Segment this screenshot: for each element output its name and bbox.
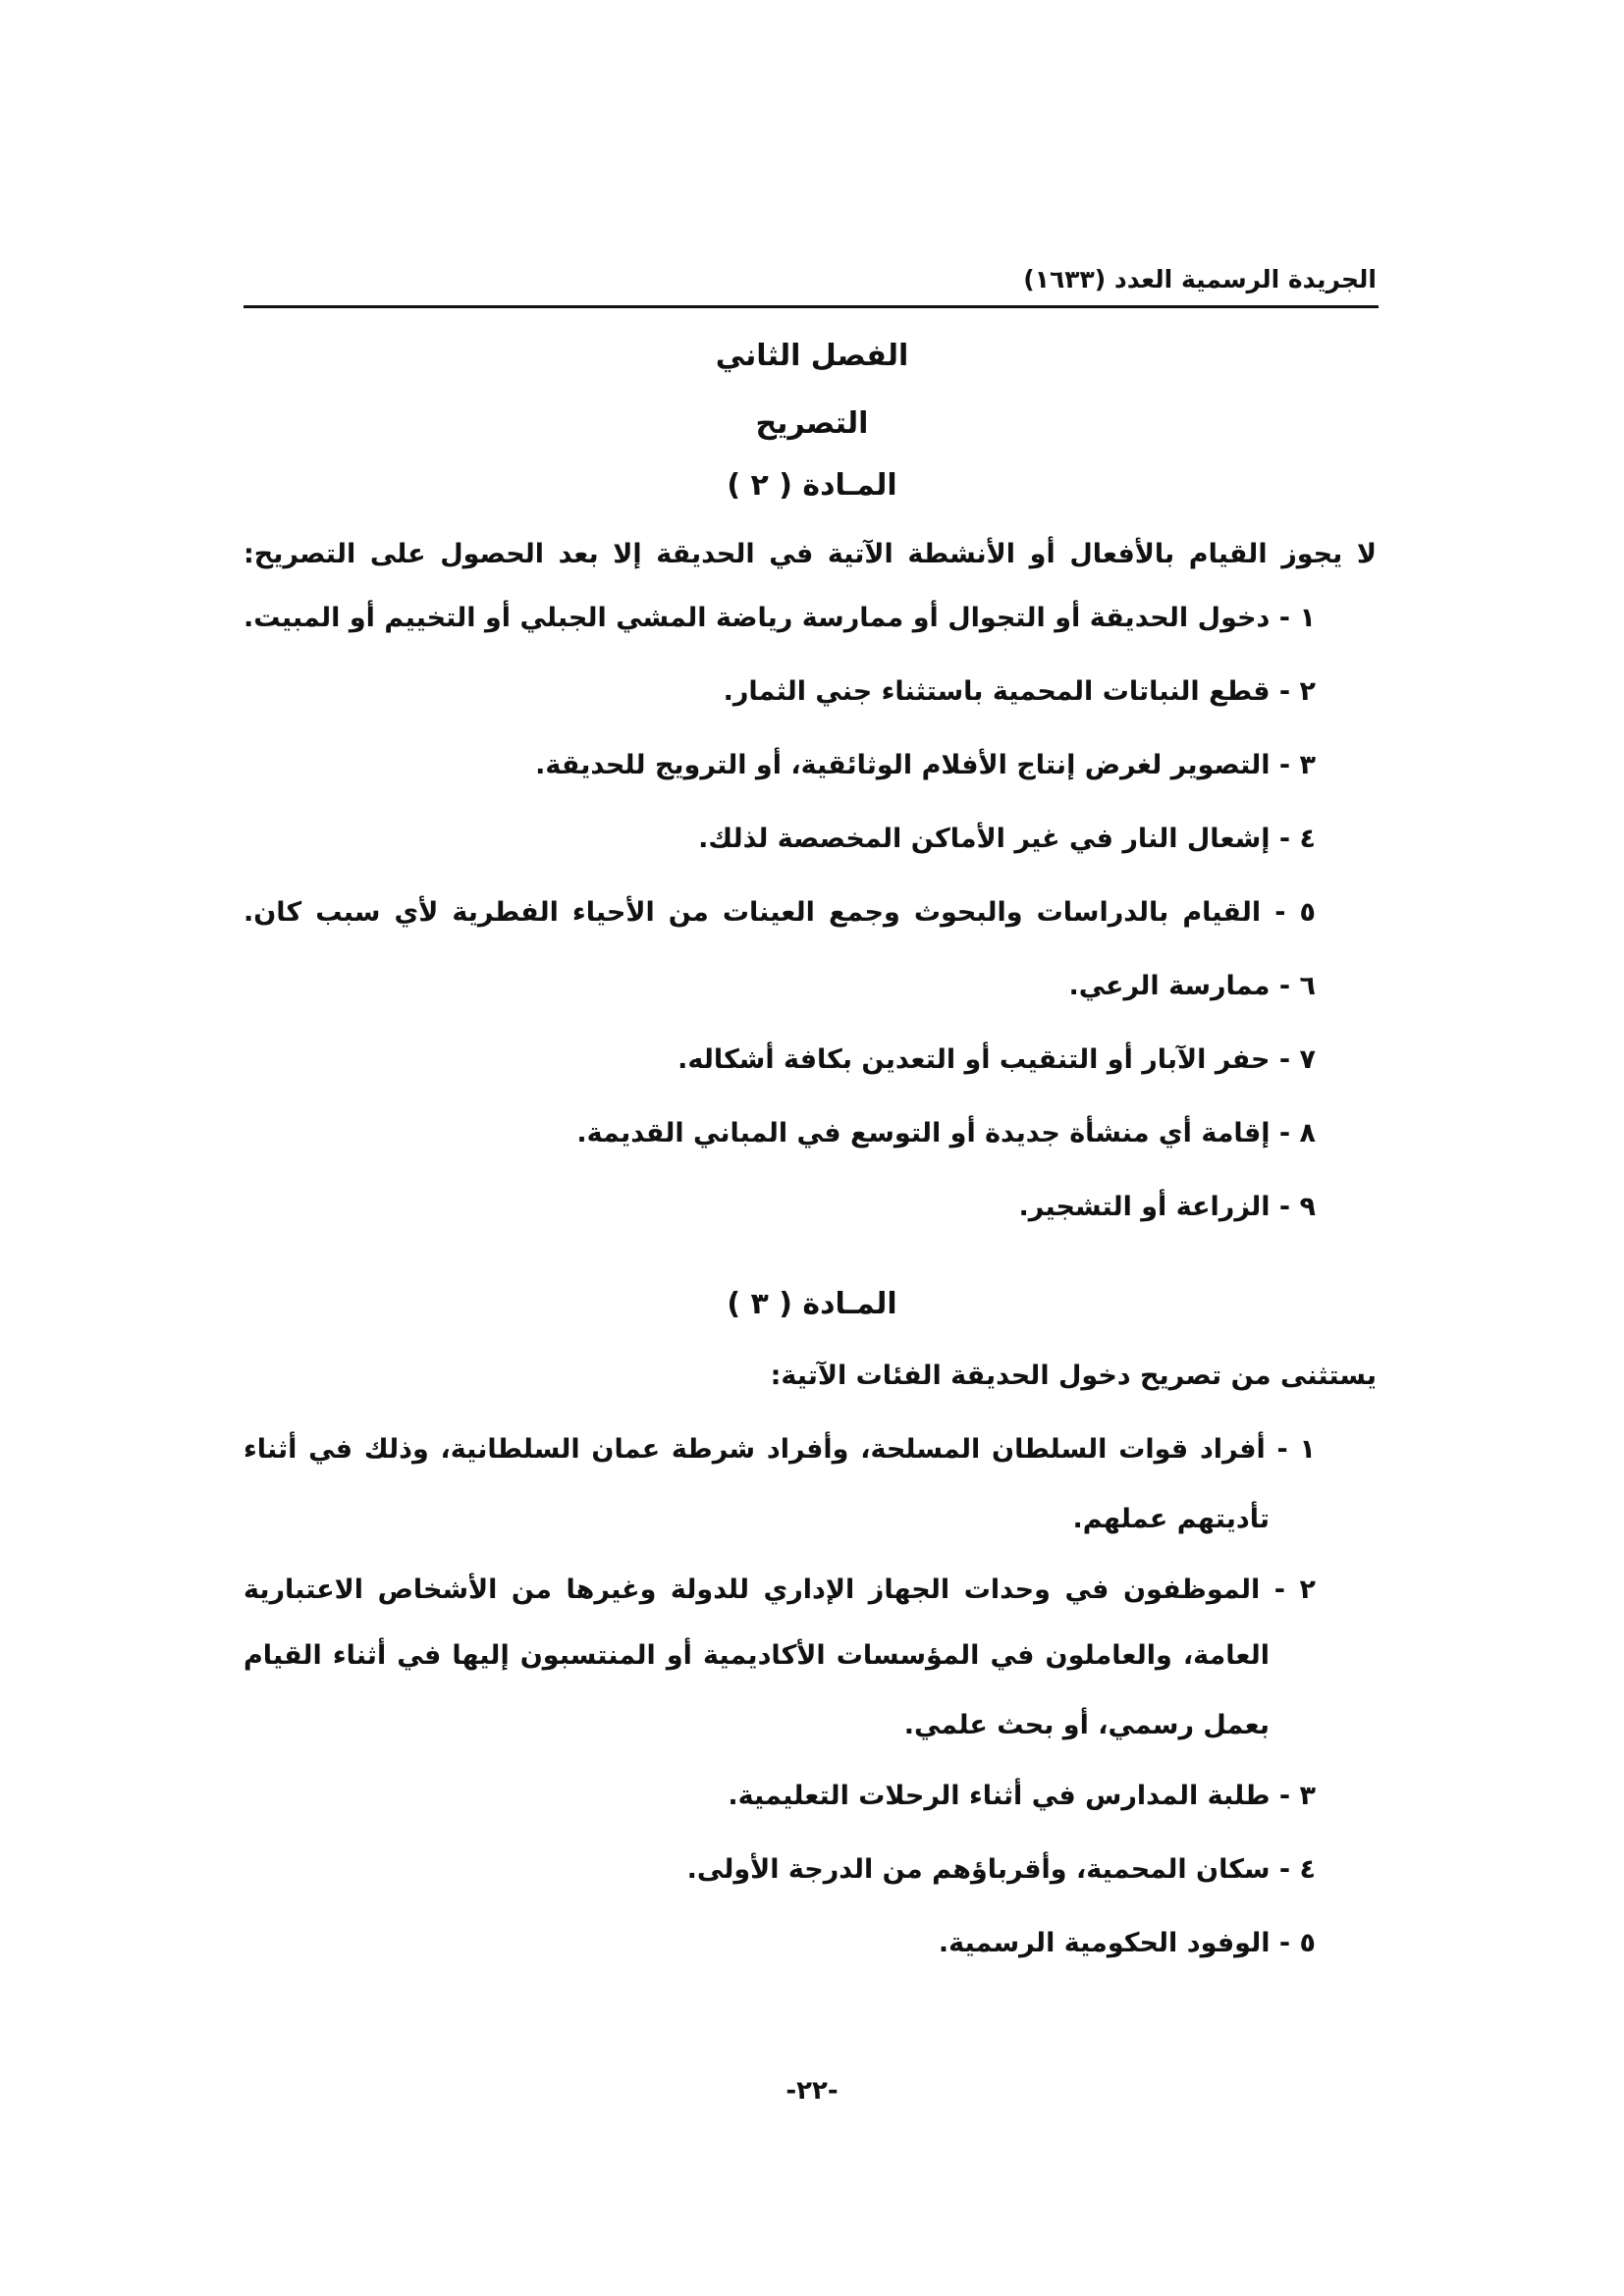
article-3-item: ١ - أفراد قوات السلطان المسلحة، وأفراد شرطة عمان السلطانية، وذلك في أثناء xyxy=(244,1434,1316,1465)
article-2-item: ٣ - التصوير لغرض إنتاج الأفلام الوثائقية، أو الترويج للحديقة. xyxy=(535,750,1316,780)
article-2-item: ٧ - حفر الآبار أو التنقيب أو التعدين بكافة أشكاله. xyxy=(677,1044,1316,1075)
article-3-item: ٥ - الوفود الحكومية الرسمية. xyxy=(938,1928,1316,1958)
article-3-title: المـادة ( ٣ ) xyxy=(727,1287,897,1321)
header-divider xyxy=(244,305,1379,308)
page-number: -٢٢- xyxy=(785,2076,839,2106)
article-2-item: ٩ - الزراعة أو التشجير. xyxy=(1018,1192,1316,1222)
article-3-item-continuation: تأديتهم عملهم. xyxy=(1072,1504,1270,1534)
article-2-item: ٨ - إقامة أي منشأة جديدة أو التوسع في المباني القديمة. xyxy=(576,1118,1316,1148)
article-3-item: ٤ - سكان المحمية، وأقرباؤهم من الدرجة الأولى. xyxy=(686,1854,1316,1885)
article-2-item: ٤ - إشعال النار في غير الأماكن المخصصة لذلك. xyxy=(698,824,1316,854)
chapter-title: الفصل الثاني xyxy=(715,339,909,373)
article-2-item: ٥ - القيام بالدراسات والبحوث وجمع العينات من الأحياء الفطرية لأي سبب كان. xyxy=(244,897,1316,928)
article-3-item-continuation: بعمل رسمي، أو بحث علمي. xyxy=(903,1710,1270,1740)
article-3-item-continuation: العامة، والعاملون في المؤسسات الأكاديمية أو المنتسبون إليها في أثناء القيام xyxy=(244,1640,1270,1671)
article-3-item: ٢ - الموظفون في وحدات الجهاز الإداري للدولة وغيرها من الأشخاص الاعتبارية xyxy=(244,1575,1316,1605)
article-2-title: المـادة ( ٢ ) xyxy=(727,468,897,503)
article-2-item: ٢ - قطع النباتات المحمية باستثناء جني الثمار. xyxy=(723,676,1316,707)
gazette-header: الجريدة الرسمية العدد (١٦٣٣) xyxy=(1023,265,1377,294)
article-2-item: ٦ - ممارسة الرعي. xyxy=(1068,971,1316,1001)
chapter-subtitle: التصريح xyxy=(755,406,869,441)
article-3-item: ٣ - طلبة المدارس في أثناء الرحلات التعليمية. xyxy=(728,1781,1316,1811)
article-2-intro: لا يجوز القيام بالأفعال أو الأنشطة الآتية في الحديقة إلا بعد الحصول على التصريح: xyxy=(244,539,1377,569)
article-2-item: ١ - دخول الحديقة أو التجوال أو ممارسة رياضة المشي الجبلي أو التخييم أو المبيت. xyxy=(244,603,1316,633)
article-3-intro: يستثنى من تصريح دخول الحديقة الفئات الآتية: xyxy=(770,1361,1377,1391)
